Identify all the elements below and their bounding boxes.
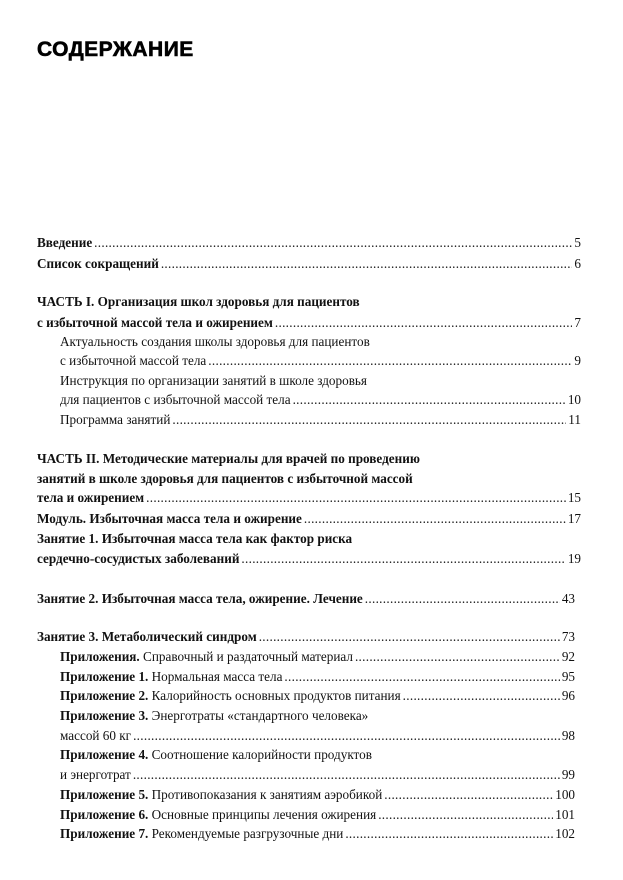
toc-entry-title: Справочный и раздаточный материал — [143, 649, 353, 664]
toc-entry-abbreviations[interactable] — [37, 255, 581, 273]
toc-entry-title-cont: и энерготрат — [60, 767, 131, 782]
dot-leader — [172, 411, 566, 429]
dot-leader — [403, 687, 560, 705]
toc-entry-instruction-line2[interactable] — [60, 391, 581, 409]
dot-leader — [284, 668, 559, 686]
toc-entry-appendix-2[interactable] — [60, 687, 575, 705]
toc-entry-label: Приложение 4. — [60, 747, 149, 762]
toc-entry-title: Актуальность создания школы здоровья для пациентов — [60, 334, 370, 349]
toc-entry-label: Приложение 5. — [60, 787, 149, 802]
dot-leader — [384, 786, 553, 804]
toc-entry-title: Занятие 1. Избыточная масса тела как фактор риска — [37, 531, 353, 546]
toc-entry-title-cont: для пациентов с избыточной массой тела — [60, 392, 291, 407]
dot-leader — [94, 234, 572, 252]
dot-leader — [365, 590, 560, 608]
toc-page-number: 6 — [574, 256, 581, 271]
dot-leader — [208, 352, 572, 370]
toc-entry-title: ЧАСТЬ II. Методические материалы для врачей по проведению — [37, 451, 420, 466]
toc-entry-title-cont: массой 60 кг — [60, 728, 132, 743]
dot-leader — [293, 391, 566, 409]
dot-leader — [304, 510, 566, 528]
toc-entry-title: Соотношение калорийности продуктов — [151, 747, 372, 762]
toc-entry-title: Инструкция по организации занятий в школе здоровья — [60, 373, 367, 388]
dot-leader — [161, 255, 573, 273]
toc-entry-label: Приложение 2. — [60, 688, 149, 703]
toc-entry-title: Калорийность основных продуктов питания — [151, 688, 401, 703]
toc-entry-title-cont: тела и ожирением — [37, 490, 145, 505]
toc-entry-title: Модуль. Избыточная масса тела и ожирение — [37, 511, 302, 526]
toc-entry-title-cont: с избыточной массой тела и ожирением — [37, 315, 273, 330]
toc-entry-title: Занятие 3. Метаболический синдром — [37, 629, 257, 644]
toc-entry-appendix-1[interactable] — [60, 668, 575, 686]
toc-entry-lesson3[interactable] — [37, 628, 575, 646]
toc-entry-title: Занятие 2. Избыточная масса тела, ожирение. Лечение — [37, 591, 363, 606]
toc-entry-part2-line3[interactable] — [37, 489, 581, 507]
toc-entry-lesson1-line2[interactable] — [37, 550, 581, 568]
dot-leader — [378, 806, 553, 824]
toc-page-number: 17 — [567, 511, 581, 526]
toc-entry-appendix-3-line1[interactable] — [60, 707, 575, 725]
toc-page-number: 43 — [561, 591, 575, 606]
dot-leader — [133, 727, 560, 745]
toc-entry-title: Список сокращений — [37, 256, 159, 271]
toc-page-number: 100 — [555, 787, 575, 802]
toc-entry-part1-line2[interactable] — [37, 314, 581, 332]
dot-leader — [355, 648, 560, 666]
dot-leader — [133, 766, 560, 784]
toc-entry-title: Энерготраты «стандартного человека» — [151, 708, 369, 723]
toc-entry-label: Приложение 1. — [60, 669, 149, 684]
toc-entry-lesson1-line1[interactable] — [37, 530, 581, 548]
toc-page-number: 10 — [567, 392, 581, 407]
dot-leader — [241, 550, 565, 568]
toc-entry-lesson2[interactable] — [37, 590, 575, 608]
toc-entry-part2-line2[interactable] — [37, 470, 581, 488]
toc-page-number: 73 — [561, 629, 575, 644]
toc-page-number: 5 — [574, 235, 581, 250]
toc-entry-title-cont: с избыточной массой тела — [60, 353, 207, 368]
toc-page-number: 11 — [568, 412, 581, 427]
toc-entry-label: Приложение 3. — [60, 708, 149, 723]
toc-entry-part2-line1[interactable] — [37, 450, 581, 468]
toc-entry-appendix-5[interactable] — [60, 786, 575, 804]
dot-leader — [146, 489, 566, 507]
toc-entry-title-cont: сердечно-сосудистых заболеваний — [37, 551, 240, 566]
toc-page-number: 92 — [561, 649, 575, 664]
toc-entry-label: Приложение 6. — [60, 807, 149, 822]
toc-entry-title-cont: занятий в школе здоровья для пациентов с избыточной массой — [37, 471, 413, 486]
toc-entry-title: Введение — [37, 235, 93, 250]
toc-page-number: 9 — [574, 353, 581, 368]
toc-entry-relevance-line2[interactable] — [60, 352, 581, 370]
toc-entry-appendix-4-line1[interactable] — [60, 746, 575, 764]
toc-entry-instruction-line1[interactable] — [60, 372, 581, 390]
toc-entry-appendix-3-line2[interactable] — [60, 727, 575, 745]
toc-entry-title: Нормальная масса тела — [151, 669, 283, 684]
dot-leader — [259, 628, 560, 646]
toc-entry-module[interactable] — [37, 510, 581, 528]
toc-entry-appendices[interactable] — [60, 648, 575, 666]
toc-entry-title: ЧАСТЬ I. Организация школ здоровья для пациентов — [37, 294, 360, 309]
toc-entry-relevance-line1[interactable] — [60, 333, 581, 351]
toc-page-number: 98 — [561, 728, 575, 743]
toc-entry-appendix-4-line2[interactable] — [60, 766, 575, 784]
toc-entry-label: Приложения. — [60, 649, 140, 664]
dot-leader — [345, 825, 553, 843]
toc-page-number: 19 — [567, 551, 581, 566]
toc-entry-part1-line1[interactable] — [37, 293, 581, 311]
toc-page-number: 7 — [574, 315, 581, 330]
toc-page-number: 101 — [555, 807, 575, 822]
toc-entry-title: Основные принципы лечения ожирения — [151, 807, 377, 822]
toc-entry-introduction[interactable] — [37, 234, 581, 252]
toc-entry-appendix-6[interactable] — [60, 806, 575, 824]
toc-page-number: 99 — [561, 767, 575, 782]
toc-page-number: 102 — [555, 826, 575, 841]
toc-entry-appendix-7[interactable] — [60, 825, 575, 843]
toc-entry-title: Программа занятий — [60, 412, 171, 427]
toc-entry-label: Приложение 7. — [60, 826, 149, 841]
toc-page-number: 96 — [561, 688, 575, 703]
toc-entry-title: Противопоказания к занятиям аэробикой — [151, 787, 383, 802]
toc-entry-title: Рекомендуемые разгрузочные дни — [151, 826, 344, 841]
dot-leader — [275, 314, 573, 332]
page-title: СОДЕРЖАНИЕ — [37, 38, 194, 61]
toc-page-number: 15 — [567, 490, 581, 505]
toc-entry-program[interactable] — [60, 411, 581, 429]
toc-page-number: 95 — [561, 669, 575, 684]
